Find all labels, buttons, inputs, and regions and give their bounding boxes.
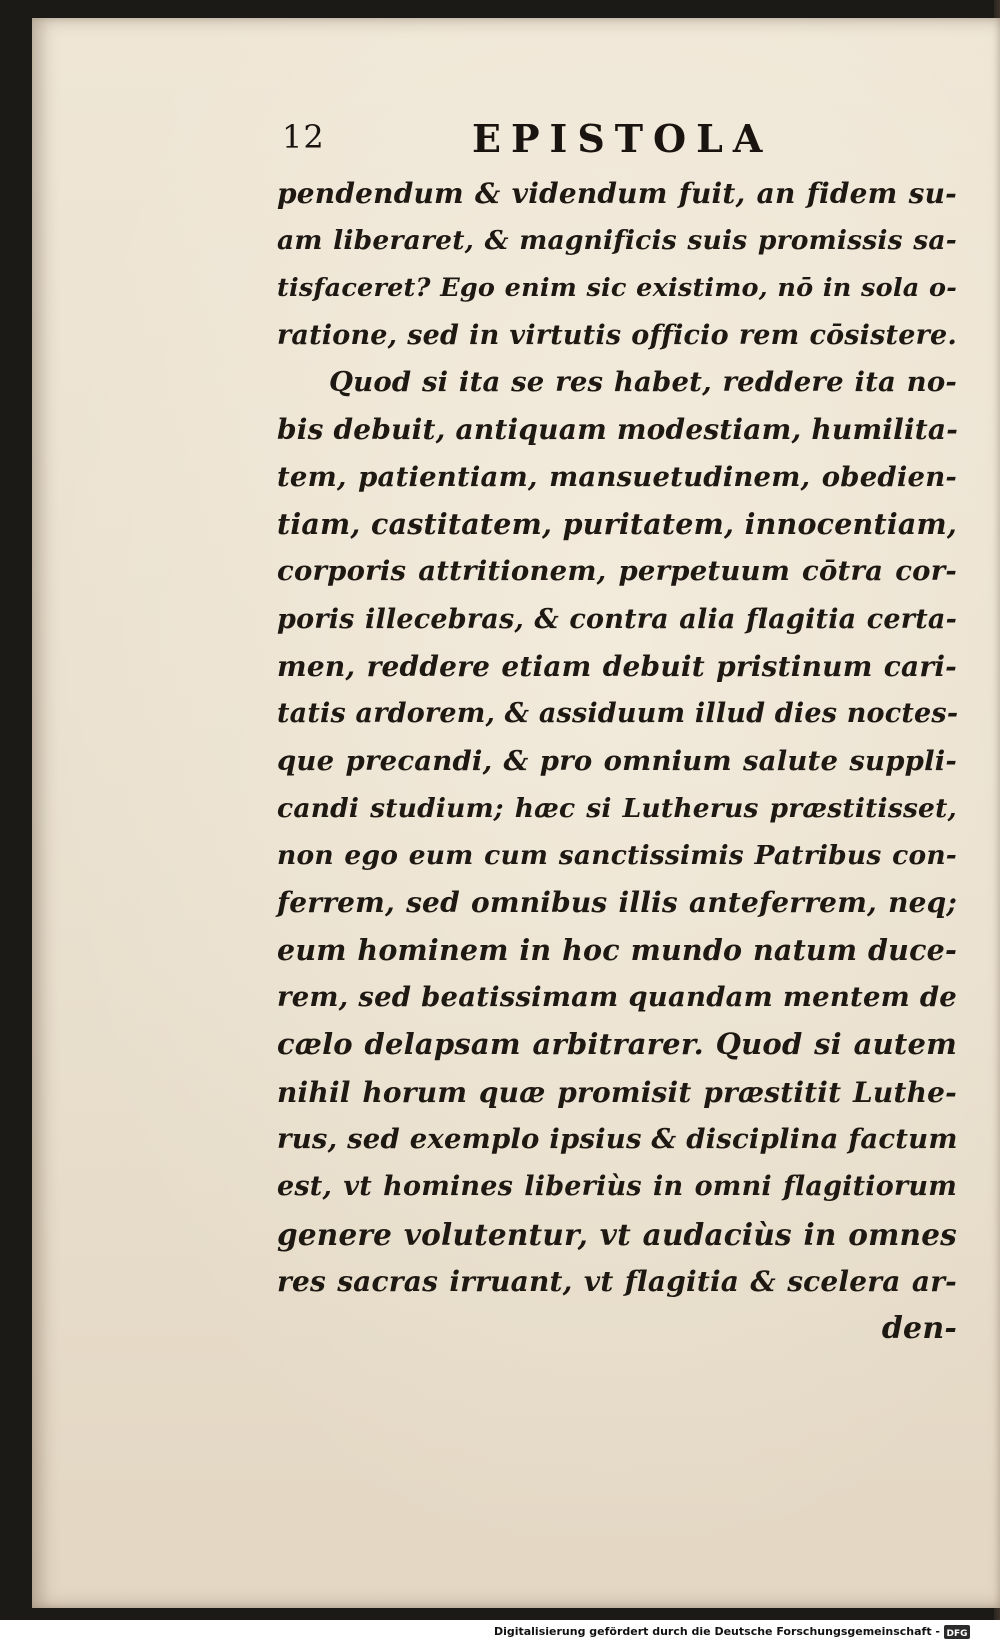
- text-line: tem, patientiam, mansuetudinem, obedien-: [277, 460, 957, 493]
- book-page: [32, 18, 1000, 1608]
- digitization-credit: Digitalisierung gefördert durch die Deutsche Forschungsgemeinschaft -: [493, 1625, 940, 1638]
- footer-bar: [0, 1620, 1000, 1645]
- text-line: que precandi, & pro omnium salute suppli-: [277, 744, 957, 777]
- text-line: genere volutentur, vt audaciùs in omnes: [277, 1216, 957, 1252]
- text-line: eum hominem in hoc mundo natum duce-: [277, 932, 957, 967]
- body-text: [277, 170, 957, 1352]
- text-line: men, reddere etiam debuit pristinum cari-: [277, 649, 957, 683]
- page-number: 12: [282, 118, 325, 156]
- text-line: pendendum & videndum fuit, an fidem su-: [277, 177, 957, 210]
- text-line: res sacras irruant, vt flagitia & scelera ar-: [277, 1264, 957, 1298]
- running-head: [32, 118, 1000, 168]
- text-line: ferrem, sed omnibus illis anteferrem, neq;: [277, 886, 957, 920]
- text-line: nihil horum quæ promisit præstitit Luthe-: [277, 1075, 957, 1109]
- text-line: tiam, castitatem, puritatem, innocentiam,: [277, 507, 957, 542]
- text-line: candi studium; hæc si Lutherus præstitisset,: [277, 792, 957, 824]
- text-line: non ego eum cum sanctissimis Patribus con-: [277, 840, 957, 872]
- text-line: cælo delapsam arbitrarer. Quod si autem: [277, 1027, 957, 1062]
- text-line: Quod si ita se res habet, reddere ita no-: [329, 366, 957, 399]
- catchword: den-: [881, 1311, 957, 1347]
- text-line: est, vt homines liberiùs in omni flagitiorum: [277, 1171, 957, 1203]
- text-line: tisfaceret? Ego enim sic existimo, nō in sola o-: [277, 272, 957, 303]
- running-title: EPISTOLA: [472, 116, 773, 161]
- text-line: tatis ardorem, & assiduum illud dies noctes-: [277, 698, 959, 730]
- text-line: rem, sed beatissimam quandam mentem de: [277, 981, 957, 1014]
- dfg-logo-text: DFG: [946, 1629, 968, 1639]
- text-line: poris illecebras, & contra alia flagitia certa-: [277, 603, 957, 635]
- text-line: bis debuit, antiquam modestiam, humilita-: [277, 413, 959, 447]
- text-line: corporis attritionem, perpetuum cōtra cor-: [277, 555, 957, 588]
- text-line: ratione, sed in virtutis officio rem cōsistere.: [277, 319, 957, 351]
- text-line: rus, sed exemplo ipsius & disciplina factum: [277, 1122, 958, 1155]
- dfg-logo-icon: [944, 1625, 970, 1639]
- text-line: am liberaret, & magnificis suis promissis sa-: [277, 225, 957, 257]
